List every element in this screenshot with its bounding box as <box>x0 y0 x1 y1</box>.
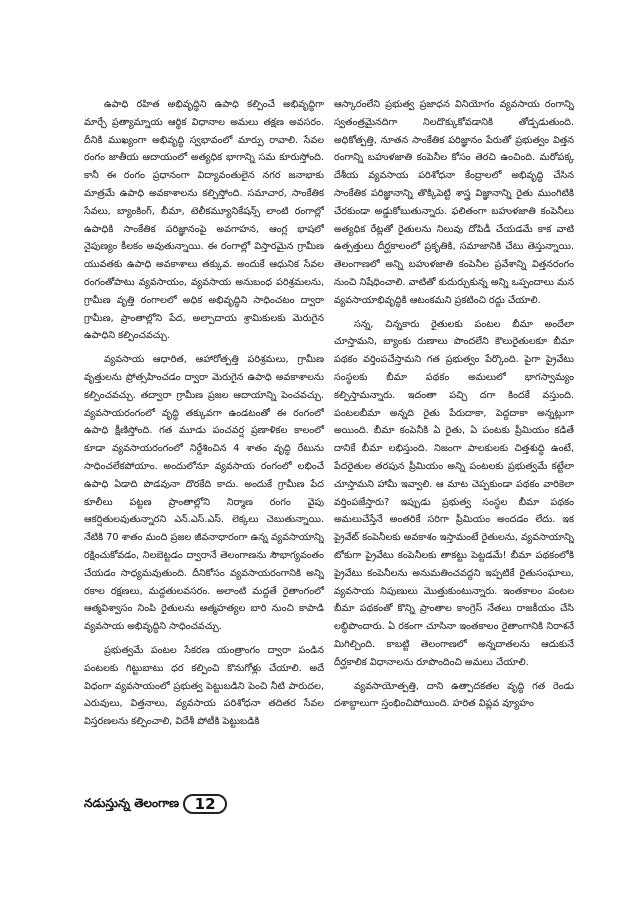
left-column <box>84 96 324 786</box>
left-paragraph-3: ప్రభుత్వమే పంటల సేకరణ యంత్రాంగం ద్వారా పండిన పంటలకు గిట్టుబాటు ధర కల్పించి కొనుగోళ్లు చేయాలి. అదే విధంగా వ్యవసాయంలో ప్రభుత్వ పెట్టుబడిని పెంచి నీటి పారుదల, ఎరువులు, విత్తనాలు, వ్యవసాయ పరిశోధనా తదితర సేవల విస్తరణలను కల్పించాలి, విదేశీ పోటీకి పెట్టుబడికి <box>84 644 324 728</box>
magazine-title: నడుస్తున్న తెలంగాణ <box>84 795 180 810</box>
page-footer <box>84 790 284 818</box>
right-paragraph-1: ఆస్కారంలేని ప్రభుత్వ ప్రజాధన వినియోగం వ్యవసాయ రంగాన్ని స్వతంత్రమైనదిగా నిలదొక్కుకోవడానికి తోడ్పడుతుంది. అధికోత్పత్తి, నూతన సాంకేతిక పరిజ్ఞానం పేరుతో ప్రభుత్వం విత్తన రంగాన్ని బహుళజాతి కంపెనీల కోసం తెరచి ఉంచింది. మరోపక్క దేశీయ వ్యవసాయ పరిశోధనా కేంద్రాలలో అభివృద్ధి చేసిన సాంకేతిక పరిజ్ఞానాన్ని తొక్కిపెట్టి శాస్త్ర విజ్ఞానాన్ని రైతు ముంగిటికి చేరకుండా అడ్డుకోబుతున్నారు. ఫలితంగా బహుళజాతి కంపెనీలు అత్యధిక రేట్లతో రైతులను నిలువు దోపిడీ చేయడమే కాక వాటి ఉత్పత్తులు దీర్ఘకాలంలో ప్రకృతికి, సమాజానికి చేటు తెస్తున్నాయి. తెలంగాణలో అన్ని బహుళజాతి కంపెనీల ప్రవేశాన్ని విత్తనరంగం నుంచి నిషేధించాలి. వాటితో కుదుర్చుకున్న అన్ని ఒప్పందాలు మన వ్యవసాయాభివృద్ధికి ఆటంకమని ప్రకటించి రద్దు చేయాలి. <box>334 99 574 306</box>
left-paragraph-1: ఉపాధి రహిత అభివృద్ధిని ఉపాధి కల్పించే అభివృద్ధిగా మార్చే ప్రత్యామ్నాయ ఆర్థిక విధానాల అమలు తక్షణ అవసరం. దీనికి ముఖ్యంగా అభివృద్ధి స్వభావంలో మార్పు రావాలి. సేవల రంగం జాతీయ ఆదాయంలో అత్యధిక భాగాన్ని సమ కూరుస్తోంది. కానీ ఈ రంగం ప్రధానంగా విద్యావంతులైన నగర జనాభాకు మాత్రమే ఉపాధి అవకాశాలను కల్పిస్తోంది. సమాచార, సాంకేతిక సేవలు, బ్యాంకింగ్, బీమా, టెలీకమ్యూనికేషన్స్ లాంటి రంగాల్లో ఉపాధికి సాంకేతిక పరిజ్ఞానంపై అవగాహన, ఆంగ్ల భాషలో నైపుణ్యం కీలకం అవుతున్నాయి. ఈ రంగాల్లో విస్తారమైన గ్రామీణ యువతకు ఉపాధి అవకాశాలు తక్కువ. అందుకే ఆధునిక సేవల రంగంతోపాటు వ్యవసాయం, వ్యవసాయ అనుబంధ పరిశ్రమలను, గ్రామీణ వృత్తి రంగాలలో అధిక అభివృద్ధిని సాధించటం ద్వారా గ్రామీణ, ప్రాంతాల్లోని పేద, అల్పాదాయ శ్రామికులకు మెరుగైన ఉపాధిని కల్పించవచ్చు. <box>84 99 324 342</box>
left-paragraph-2: వ్యవసాయ ఆధారిత, ఆహారోత్పత్తి పరిశ్రమలు, గ్రామీణ వృత్తులను ప్రోత్సహించడం ద్వారా మెరుగైన ఉపాధి అవకాశాలను కల్పించవచ్చు. తద్వారా గ్రామీణ ప్రజల ఆదాయాన్ని పెంచవచ్చు. వ్యవసాయరంగంలో వృద్ధి తక్కువగా ఉండటంతో ఈ రంగంలో ఉపాధి క్షీణిస్తోంది. గత మూడు పంచవర్ష ప్రణాళికల కాలంలో కూడా వ్యవసాయరంగంలో నిర్దేశించిన 4 శాతం వృద్ధి రేటును సాధించలేకపోయాం. అందులోనూ వ్యవసాయ రంగంలో లభించే ఉపాధి ఏడాది పొడవునా దొరకేది కాదు. అందుకే గ్రామీణ పేద కూలీలు పట్టణ ప్రాంతాల్లోని నిర్మాణ రంగం వైపు ఆకర్షితులవుతున్నారని ఎన్.ఎస్.ఎస్. లెక్కలు చెబుతున్నాయి. నేటికి 70 శాతం మంది ప్రజల జీవనాధారంగా ఉన్న వ్యవసాయాన్ని రక్షించుకోవడం, నిలబెట్టడం ద్వారానే తెలంగాణను సౌభాగ్యవంతం చేయడం సాధ్యమవుతుంది. దీనికోసం వ్యవసాయరంగానికి అన్ని రకాల రక్షణలు, మద్దతులవసరం. అలాంటి మద్దతే రైతాంగంలో ఆత్మవిశ్వాసం నింపి రైతులను ఆత్మహత్యల బారి నుంచి కాపాడి వ్యవసాయ అభివృద్ధిని సాధించవచ్చు. <box>84 354 324 633</box>
right-paragraph-3: వ్యవసాయోత్పత్తి, దాని ఉత్పాదకతల వృద్ధి గత రెండు దశాబ్దాలుగా స్తంభించిపోయింది. హరిత విప్లవ వ్యూహం <box>334 680 574 710</box>
page-number-badge: 12 <box>183 794 227 814</box>
right-column <box>334 96 574 786</box>
right-paragraph-2: సన్న, చిన్నకారు రైతులకు పంటల బీమా అందేలా చూస్తామని, బ్యాంకు రుణాలు పొందలేని కౌలురైతులకూ బీమా పథకం వర్తింపచేస్తామని గత ప్రభుత్వం పేర్కొంది. పైగా ప్రైవేటు సంస్థలకు బీమా పథకం అమలులో భాగస్వామ్యం కల్పిస్తామన్నారు. ఇదంతా పచ్చి దగా కిందకే వస్తుంది. పంటలబీమా అన్నది రైతు పేరుదాకా, పెద్దదాకా అన్నట్లుగా అయింది. బీమా కంపెనీకి ఏ రైతు, ఏ పంటకు ప్రీమియం కడితే దానికే బీమా లభిస్తుంది. నిజంగా పాలకులకు చిత్తశుద్ధి ఉంటే, పేదరైతుల తరపున ప్రీమియం అన్ని పంటలకు ప్రభుత్వమే కట్టేలా చూస్తామని హామీ ఇవ్వాలి. ఆ మాట చెప్పకుండా పథకం వారికెలా వర్తింపజేస్తారు? ఇప్పుడు ప్రభుత్వ సంస్థల బీమా పథకం అమలుచేస్తేనే అంతరికే సరిగా ప్రీమియం అందడం లేదు. ఇక ప్రైవేట్ కంపెనీలకు అవకాశం ఇస్తామంటే రైతులను, వ్యవసాయాన్ని టోకుగా ప్రైవేటు కంపెనీలకు తాకట్టు పెట్టడమే! బీమా పథకంలోకి ప్రైవేటు కంపెనీలను అనుమతించవద్దని ఇప్పటికే రైతుసంఘాలు, వ్యవసాయ నిపుణులు మొత్తుకుంటున్నారు. ఇంతకాలం పంటల బీమా పథకంతో కొన్ని ప్రాంతాల కాంగ్రెస్ నేతలు రాజకీయం చేసి లబ్ధిపొందారు. ఏ రకంగా చూసినా ఇంతకాలం రైతాంగానికి నిరాశనే మిగిల్చింది. కాబట్టి తెలంగాణలో అన్నదాతలను ఆదుకునే దీర్ఘకాలిక విధానాలను రూపొందించి అమలు చేయాలి. <box>334 318 574 668</box>
